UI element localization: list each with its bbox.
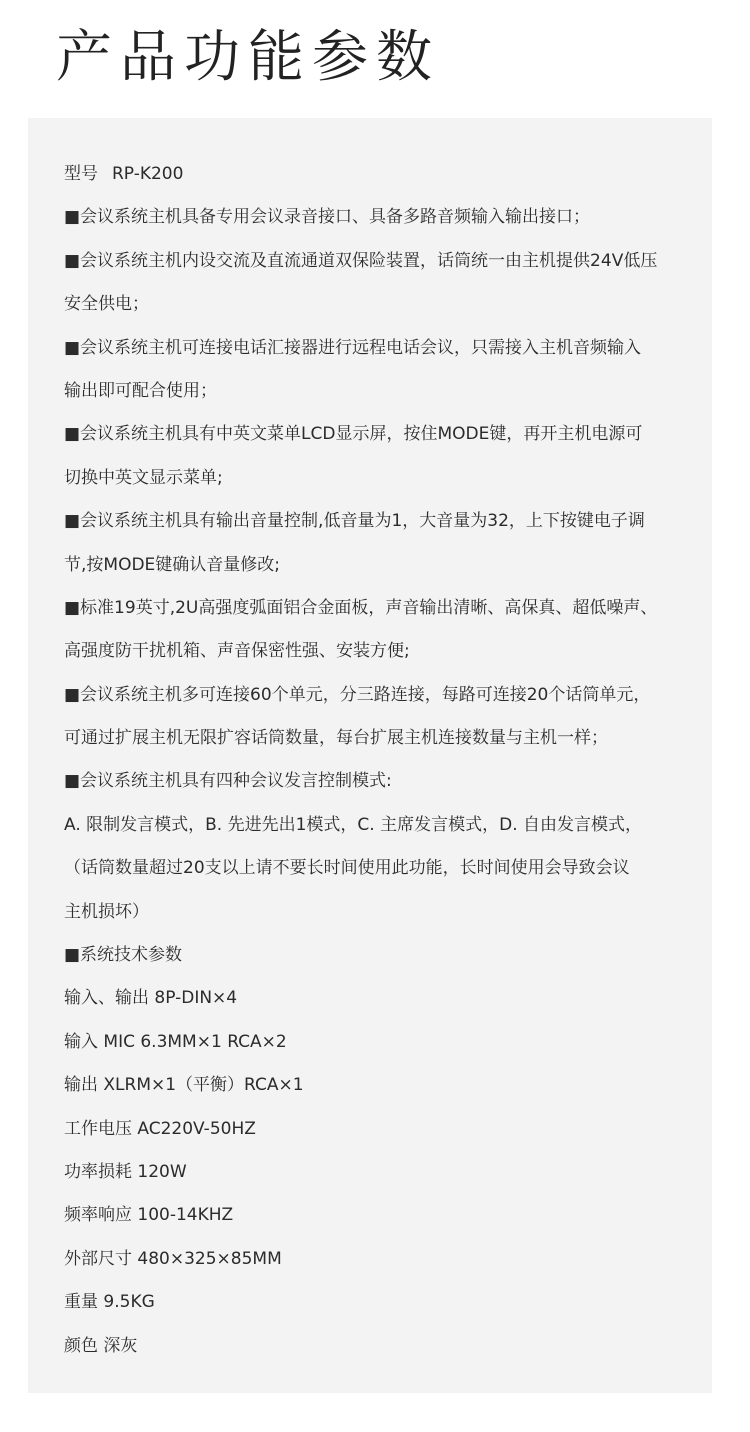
spec-line: 重量 9.5KG	[64, 1292, 155, 1313]
spec-line: ■系统技术参数	[64, 945, 183, 966]
spec-line: ■会议系统主机可连接电话汇接器进行远程电话会议，只需接入主机音频输入	[64, 337, 642, 358]
spec-line: ■标准19英寸,2U高强度弧面铝合金面板，声音输出清晰、高保真、超低噪声、	[64, 597, 658, 618]
spec-line: 高强度防干扰机箱、声音保密性强、安装方便;	[64, 641, 410, 662]
model-value: RP-K200	[112, 164, 184, 184]
spec-line: 颜色 深灰	[64, 1335, 138, 1356]
model-line	[64, 153, 712, 196]
spec-line: 功率损耗 120W	[64, 1161, 187, 1182]
spec-line: 可通过扩展主机无限扩容话筒数量，每台扩展主机连接数量与主机一样；	[64, 728, 608, 749]
spec-line: 输入、输出 8P-DIN×4	[64, 988, 238, 1009]
spec-line: A. 限制发言模式，B. 先进先出1模式，C. 主席发言模式，D. 自由发言模式，	[64, 814, 642, 835]
spec-line: 节,按MODE键确认音量修改;	[64, 554, 281, 575]
spec-line: 工作电压 AC220V-50HZ	[64, 1118, 256, 1139]
spec-line: ■会议系统主机多可连接60个单元，分三路连接，每路可连接20个话筒单元，	[64, 684, 651, 705]
spec-panel	[28, 118, 712, 1393]
spec-line: 输入 MIC 6.3MM×1 RCA×2	[64, 1031, 287, 1052]
spec-line: ■会议系统主机具有输出音量控制,低音量为1，大音量为32，上下按键电子调	[64, 511, 645, 532]
spec-line: 安全供电；	[64, 294, 149, 315]
spec-line: 输出 XLRM×1（平衡）RCA×1	[64, 1075, 304, 1096]
spec-line: 频率响应 100-14KHZ	[64, 1205, 234, 1226]
page-title: 产品功能参数	[56, 25, 440, 90]
spec-line: 输出即可配合使用；	[64, 380, 217, 401]
spec-line: ■会议系统主机具有中英文菜单LCD显示屏，按住MODE键，再开主机电源可	[64, 424, 643, 445]
spec-line: 外部尺寸 480×325×85MM	[64, 1248, 282, 1269]
spec-line: 切换中英文显示菜单;	[64, 467, 223, 488]
spec-line: ■会议系统主机内设交流及直流通道双保险装置，话筒统一由主机提供24V低压	[64, 250, 658, 271]
model-label: 型号	[64, 164, 98, 184]
spec-line: 主机损坏）	[64, 901, 149, 922]
spec-line: （话筒数量超过20支以上请不要长时间使用此功能，长时间使用会导致会议	[64, 858, 630, 879]
spec-line: ■会议系统主机具备专用会议录音接口、具备多路音频输入输出接口；	[64, 207, 591, 228]
spec-line: ■会议系统主机具有四种会议发言控制模式:	[64, 771, 392, 792]
